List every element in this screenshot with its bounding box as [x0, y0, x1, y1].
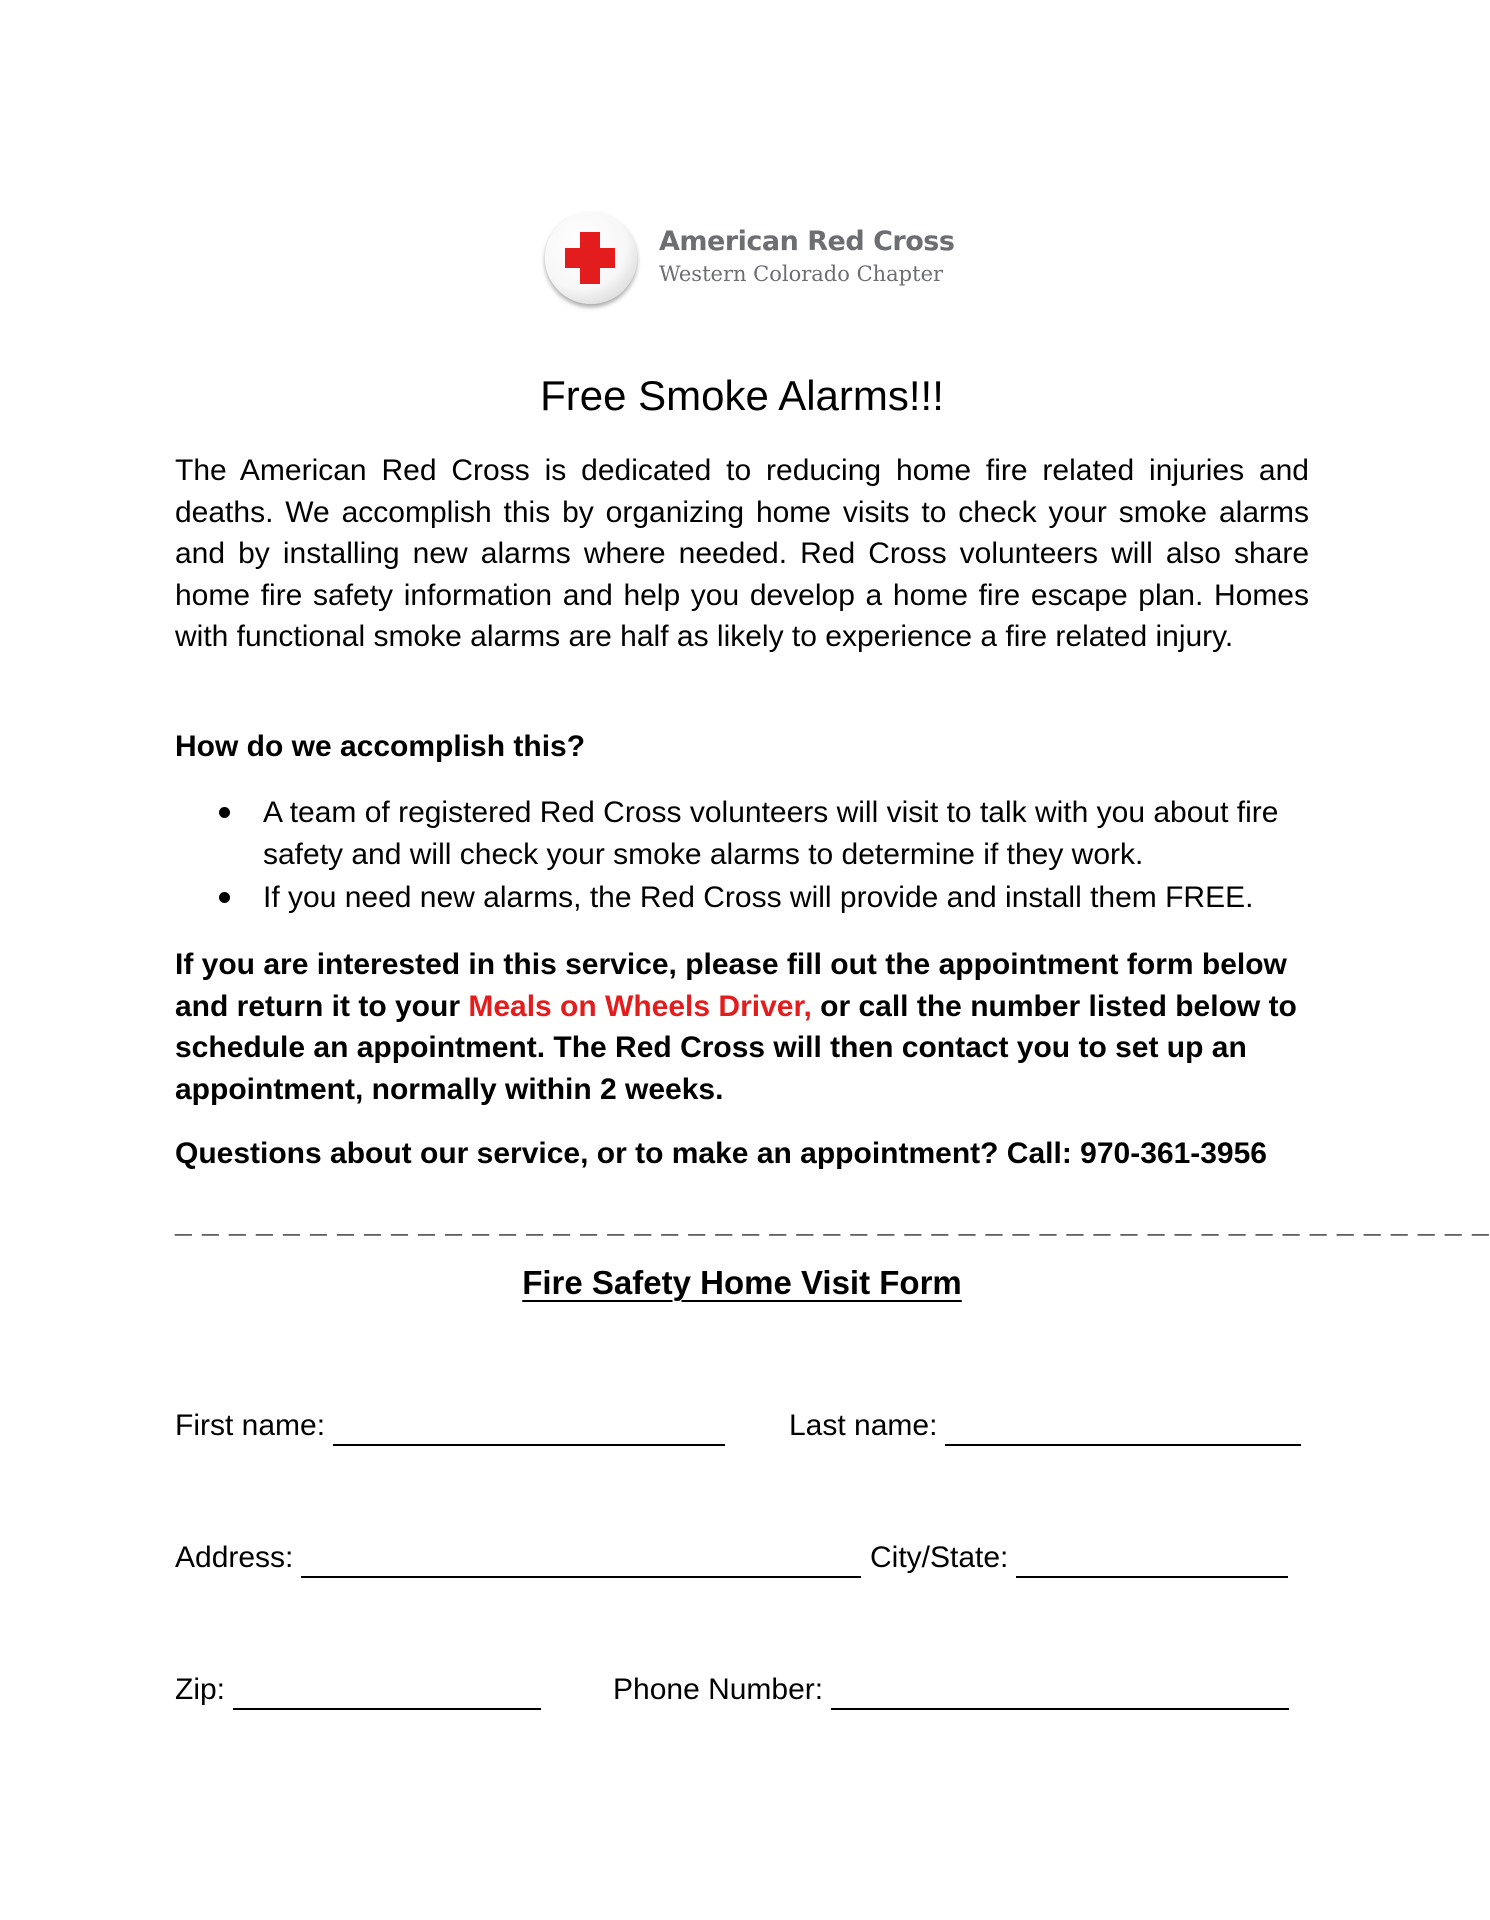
address-field	[175, 1538, 861, 1578]
address-input-line[interactable]	[301, 1548, 861, 1578]
phone-number-input-line[interactable]	[831, 1680, 1289, 1710]
bullet-icon	[219, 892, 230, 903]
address-label: Address:	[175, 1541, 294, 1574]
phone-number-field	[613, 1670, 1289, 1710]
zip-label: Zip:	[175, 1673, 226, 1706]
zip-input-line[interactable]	[233, 1680, 541, 1710]
first-name-field	[175, 1406, 725, 1446]
logo-org-name: American Red Cross	[659, 226, 955, 257]
cut-line-divider: _ _ _ _ _ _ _ _ _ _ _ _ _ _ _ _ _ _ _ _ _ _ _ _ _ _ _ _ _ _ _ _ _ _ _ _ _ _ _ _ _ _ _ _ _ _ _ _ _	[175, 1206, 1490, 1239]
city-state-label: City/State:	[870, 1541, 1009, 1574]
logo-chapter-name: Western Colorado Chapter	[659, 262, 944, 286]
last-name-label: Last name:	[789, 1409, 938, 1442]
last-name-field	[789, 1406, 1301, 1446]
phone-number-label: Phone Number:	[613, 1673, 824, 1706]
questions-line: Questions about our service, or to make an appointment? Call: 970-361-3956	[175, 1137, 1267, 1170]
meals-on-wheels-highlight: Meals on Wheels Driver,	[468, 989, 812, 1023]
city-state-input-line[interactable]	[1016, 1548, 1288, 1578]
red-cross-logo	[545, 212, 965, 310]
bullet-text: A team of registered Red Cross volunteers will visit to talk with you about fire safety and will check your smoke alarms to determine if they work.	[263, 796, 1279, 871]
interest-text-part2: or call the number listed below to schedule an appointment. The Red Cross will then contact you to set up an appointment, normally within 2 weeks.	[175, 989, 1297, 1106]
list-item	[175, 792, 1309, 875]
list-item	[175, 877, 1309, 919]
bullet-icon	[219, 807, 230, 818]
zip-field	[175, 1670, 541, 1710]
first-name-label: First name:	[175, 1409, 326, 1442]
first-name-input-line[interactable]	[333, 1416, 725, 1446]
red-cross-badge-icon	[545, 212, 637, 304]
how-heading: How do we accomplish this?	[175, 730, 586, 763]
interest-text-part1: If you are interested in this service, please fill out the appointment form below and return it to your	[175, 948, 1287, 1023]
bullet-text: If you need new alarms, the Red Cross will provide and install them FREE.	[263, 881, 1254, 914]
interest-paragraph	[175, 944, 1309, 1110]
page-title: Free Smoke Alarms!!!	[540, 372, 944, 419]
last-name-input-line[interactable]	[945, 1416, 1301, 1446]
form-title	[0, 1264, 1484, 1302]
bullet-list	[175, 792, 1309, 921]
form-title-text: Fire Safety Home Visit Form	[522, 1264, 962, 1301]
city-state-field	[870, 1538, 1288, 1578]
intro-paragraph: The American Red Cross is dedicated to reducing home fire related injuries and deaths. We accomplish this by organizing home visits to check your smoke alarms and by installing new alarms where needed. Red Cross volunteers will also share home fire safety information and help you develop a home fire escape plan. Homes with functional smoke alarms are half as likely to experience a fire related injury.	[175, 454, 1309, 653]
